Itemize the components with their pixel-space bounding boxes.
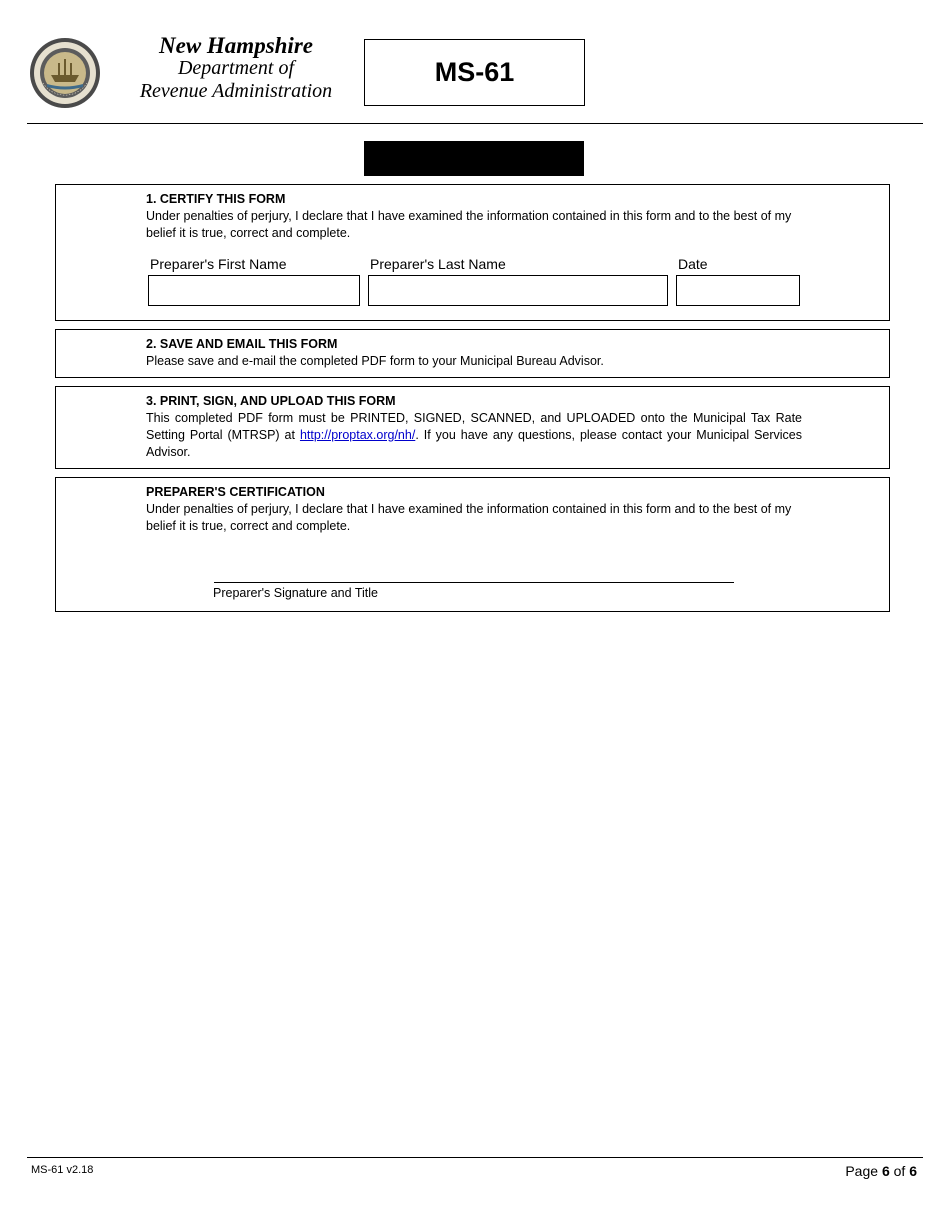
- page-total: 6: [909, 1163, 917, 1179]
- section-title: 2. SAVE AND EMAIL THIS FORM: [146, 337, 338, 351]
- agency-state: New Hampshire: [159, 33, 313, 58]
- signature-label: Preparer's Signature and Title: [213, 586, 378, 600]
- state-seal: [29, 37, 101, 109]
- agency-department: Department of: [177, 57, 295, 79]
- body-text-after-link: . If you have any questions, please contact your Municipal Services Advisor.: [146, 428, 802, 459]
- redacted-title-bar: [364, 141, 584, 176]
- last-name-label: Preparer's Last Name: [370, 256, 506, 272]
- section-body: Under penalties of perjury, I declare that I have examined the information contained in this form and to the best of my belief it is true, correct and complete.: [146, 502, 792, 533]
- form-id: MS-61: [364, 39, 585, 106]
- page-prefix: Page: [845, 1163, 882, 1179]
- last-name-field-box: [368, 275, 668, 306]
- section-body: Please save and e-mail the completed PDF form to your Municipal Bureau Advisor.: [146, 354, 604, 368]
- section-body: Under penalties of perjury, I declare that I have examined the information contained in this form and to the best of my belief it is true, correct and complete.: [146, 209, 792, 240]
- proptax-portal-link[interactable]: http://proptax.org/nh/: [299, 428, 416, 442]
- section-title: 3. PRINT, SIGN, AND UPLOAD THIS FORM: [146, 394, 396, 408]
- section-save-email: [55, 329, 890, 378]
- section-preparer-certification: [55, 477, 890, 612]
- date-field-box: [676, 275, 800, 306]
- last-name-input[interactable]: [369, 276, 667, 305]
- footer-divider: [27, 1157, 923, 1158]
- section-body: [146, 410, 802, 461]
- section-title: 1. CERTIFY THIS FORM: [146, 192, 286, 206]
- page-of: of: [889, 1163, 910, 1179]
- first-name-field-box: [148, 275, 360, 306]
- page-number: [845, 1163, 917, 1179]
- agency-division: Revenue Administration: [139, 80, 333, 102]
- date-label: Date: [678, 256, 708, 272]
- body-text-before-link: This completed PDF form must be PRINTED, SIGNED, SCANNED, and UPLOADED onto the Municipal Tax Rate Setting Portal (MTRSP) at: [146, 411, 802, 442]
- section-print-sign-upload: [55, 386, 890, 469]
- page-current: 6: [881, 1163, 890, 1179]
- section-title: PREPARER'S CERTIFICATION: [146, 485, 325, 499]
- date-input[interactable]: [677, 276, 799, 305]
- first-name-input[interactable]: [149, 276, 359, 305]
- agency-name: [120, 34, 352, 103]
- section-certify-form: [55, 184, 890, 321]
- state-seal-icon: [29, 37, 101, 109]
- header-divider: [27, 123, 923, 124]
- form-version: MS-61 v2.18: [31, 1164, 94, 1176]
- first-name-label: Preparer's First Name: [150, 256, 287, 272]
- signature-line[interactable]: [214, 582, 734, 583]
